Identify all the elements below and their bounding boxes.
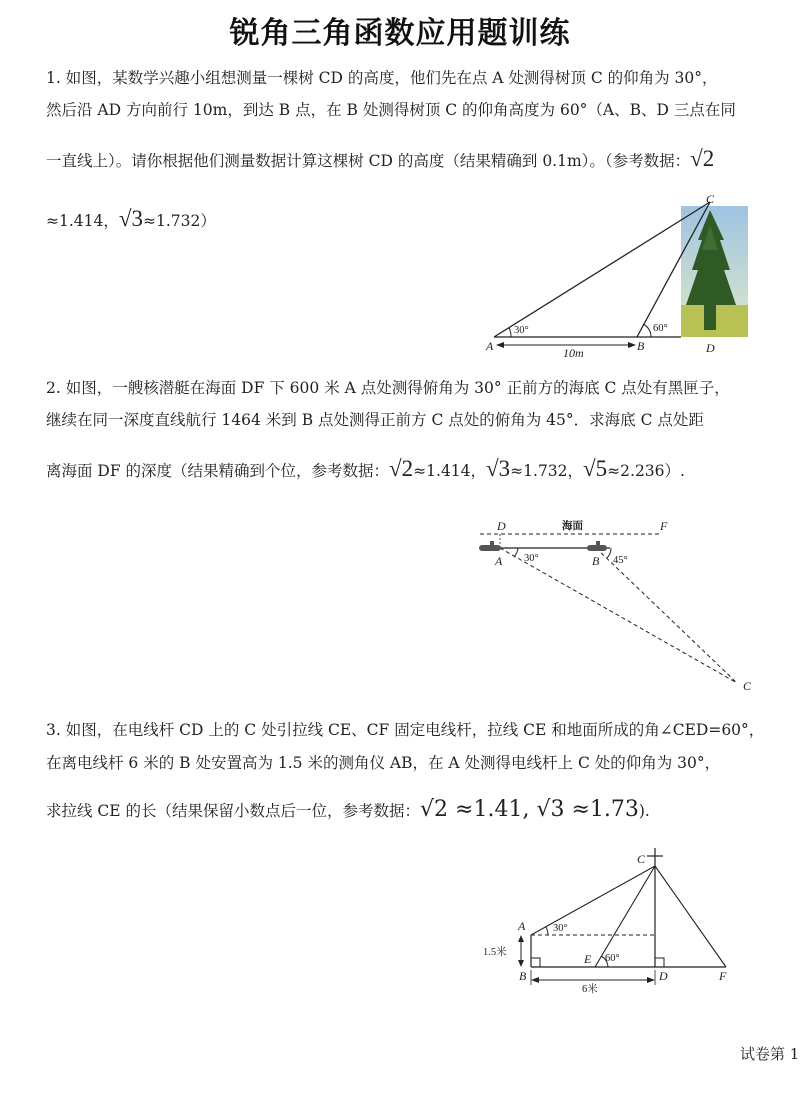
q3-line-3-end: ). bbox=[638, 802, 650, 820]
q3-label-b: B bbox=[519, 969, 527, 983]
q2-line-2: 继续在同一深度直线航行 1464 米到 B 点处测得正前方 C 点处的俯角为 45°．求海底 C 点处距 bbox=[46, 411, 704, 429]
q1-label-b: B bbox=[637, 339, 645, 353]
page-footer: 试卷第 1 bbox=[740, 1045, 800, 1063]
q3-angle-a: 30° bbox=[553, 923, 568, 934]
q1-angle-b: 60° bbox=[653, 323, 668, 334]
q1-label-a: A bbox=[486, 339, 494, 353]
q1-line-2: 然后沿 AD 方向前行 10m，到达 B 点，在 B 处测得树顶 C 的仰角高度为 60°（A、B、D 三点在同 bbox=[46, 101, 736, 119]
page-title: 锐角三角函数应用题训练 bbox=[229, 16, 571, 51]
q1-approx-2: ≈1.732） bbox=[143, 212, 216, 230]
q2-val2: ≈1.414， bbox=[413, 462, 487, 480]
q2-label-f: F bbox=[660, 519, 668, 533]
q3-label-d: D bbox=[659, 969, 668, 983]
q2-val5: ≈2.236）. bbox=[607, 462, 685, 480]
q1-distance: 10m bbox=[563, 346, 584, 360]
q2-val3: ≈1.732， bbox=[510, 462, 584, 480]
q3-line-3-text: 求拉线 CE 的长（结果保留小数点后一位，参考数据： bbox=[46, 802, 421, 820]
q1-line-1: 1. 如图，某数学兴趣小组想测量一棵树 CD 的高度，他们先在点 A 处测得树顶 C 的仰角为 30°， bbox=[46, 69, 718, 87]
q1-label-d: D bbox=[706, 341, 715, 355]
q2-sqrt3: √3 bbox=[486, 456, 511, 481]
q3-line-1: 3. 如图，在电线杆 CD 上的 C 处引拉线 CE、CF 固定电线杆，拉线 CE 和地面所成的角∠CED=60°， bbox=[46, 721, 765, 739]
q2-sqrt2: √2 bbox=[389, 456, 414, 481]
q2-label-b: B bbox=[592, 554, 600, 568]
q1-sqrt3: √3 bbox=[118, 206, 143, 231]
q2-line-1: 2. 如图，一艘核潜艇在海面 DF 下 600 米 A 点处测得俯角为 30° 正前方的海底 C 点处有黑匣子， bbox=[46, 379, 730, 397]
q2-line-3-text: 离海面 DF 的深度（结果精确到个位，参考数据： bbox=[46, 462, 390, 480]
q2-angle-a: 30° bbox=[524, 553, 539, 564]
q3-label-f: F bbox=[719, 969, 727, 983]
q2-label-d: D bbox=[497, 519, 506, 533]
q1-sqrt2: √2 bbox=[690, 146, 715, 171]
q1-approx-1: ≈1.414， bbox=[46, 212, 119, 230]
q2-label-a: A bbox=[495, 554, 503, 568]
q3-angle-e: 60° bbox=[605, 953, 620, 964]
q2-label-sea: 海面 bbox=[562, 521, 583, 532]
q3-distance: 6米 bbox=[582, 984, 598, 995]
q3-label-e: E bbox=[584, 952, 592, 966]
q3-label-a: A bbox=[518, 919, 526, 933]
q3-line-2: 在离电线杆 6 米的 B 处安置高为 1.5 米的测角仪 AB，在 A 处测得电线杆上 C 处的仰角为 30°， bbox=[46, 754, 721, 772]
q1-label-c: C bbox=[706, 192, 715, 206]
q1-line-3-text: 一直线上）。请你根据他们测量数据计算这棵树 CD 的高度（结果精确到 0.1m）。（参考数据： bbox=[46, 152, 691, 170]
q2-angle-b: 45° bbox=[613, 555, 628, 566]
q3-label-c: C bbox=[637, 852, 646, 866]
q3-ref-values: √2 ≈1.41, √3 ≈1.73 bbox=[420, 797, 639, 822]
q2-label-c: C bbox=[743, 679, 752, 693]
q1-angle-a: 30° bbox=[514, 325, 529, 336]
q2-sqrt5: √5 bbox=[583, 456, 608, 481]
q3-height-label: 1.5米 bbox=[483, 947, 507, 958]
